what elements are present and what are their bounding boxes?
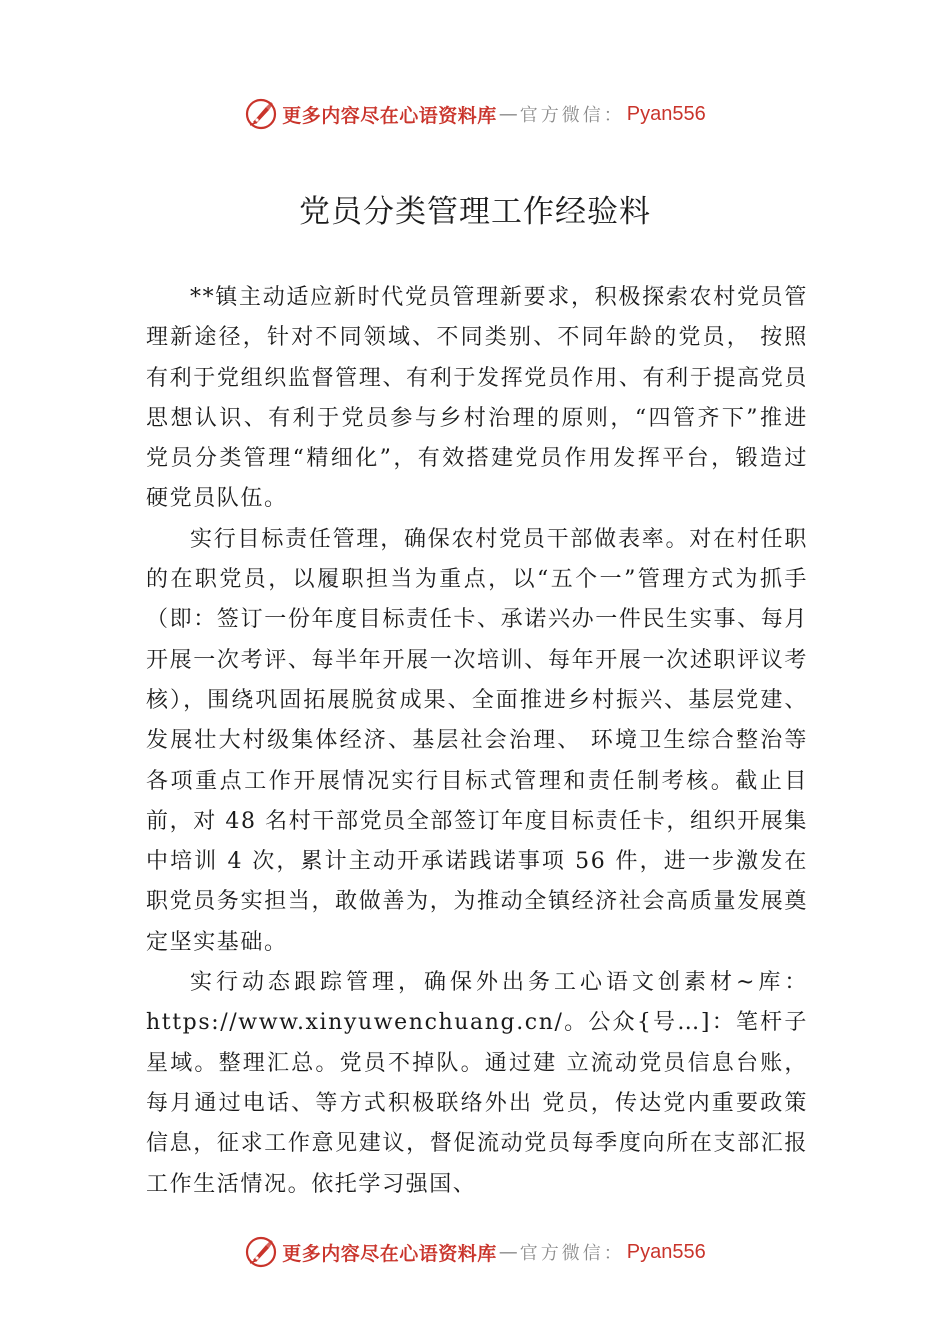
banner-slogan: 更多内容尽在心语资料库 [282,1242,497,1265]
footer-banner [0,1232,950,1272]
document-title: 党员分类管理工作经验料 [299,194,651,230]
banner-wechat-label: 官方微信： [519,1243,625,1264]
pen-nib-logo-icon [244,1235,278,1269]
header-banner [0,94,950,134]
paragraph-intro: **镇主动适应新时代党员管理新要求，积极探索农村党员管理新途径，针对不同领域、不同类别、不同年龄的党员， 按照有利于党组织监督管理、有利于发挥党员作用、有利于提高党员思想认识、有利于党员参与乡村治理的原则，“四管齐下”推进党员分类管理“精细化”，有效搭建党员作用发挥平台，锻造过硬党员队伍。 [146,285,808,512]
paragraph-dynamic-tracking: 实行动态跟踪管理，确保外出务工心语文创素材~库：https://www.xinyuwenchuang.cn/。公众{号…]：笔杆子星域。整理汇总。党员不掉队。通过建 立流动党员信息台账，每月通过电话、等方式积极联络外出 党员，传达党内重要政策信息，征求工作意见建议，督促流动党员每季度向所在支部汇报工作生活情况。依托学习强国、 [146,970,808,1197]
banner-wechat-id: Pyan556 [626,1240,706,1263]
paragraph-target-responsibility: 实行目标责任管理，确保农村党员干部做表率。对在村任职的在职党员，以履职担当为重点，以“五个一”管理方式为抓手（即：签订一份年度目标责任卡、承诺兴办一件民生实事、每月开展一次考评、每半年开展一次培训、每年开展一次述职评议考核），围绕巩固拓展脱贫成果、全面推进乡村振兴、基层党建、发展壮大村级集体经济、基层社会治理、 环境卫生综合整治等各项重点工作开展情况实行目标式管理和责任制考核。截止目前，对 48 名村干部党员全部签订年度目标责任卡，组织开展集中培训 4 次，累计主动开承诺践诺事项 56 件，进一步激发在职党员务实担当，敢做善为，为推动全镇经济社会高质量发展奠定坚实基础。 [146,526,808,955]
document-body [146,278,808,1205]
banner-wechat-label: 官方微信： [519,105,625,126]
banner-dash: — [498,103,518,125]
banner-wechat-id: Pyan556 [626,102,706,125]
pen-nib-logo-icon [244,97,278,131]
banner-slogan: 更多内容尽在心语资料库 [282,104,497,127]
banner-dash: — [498,1241,518,1263]
